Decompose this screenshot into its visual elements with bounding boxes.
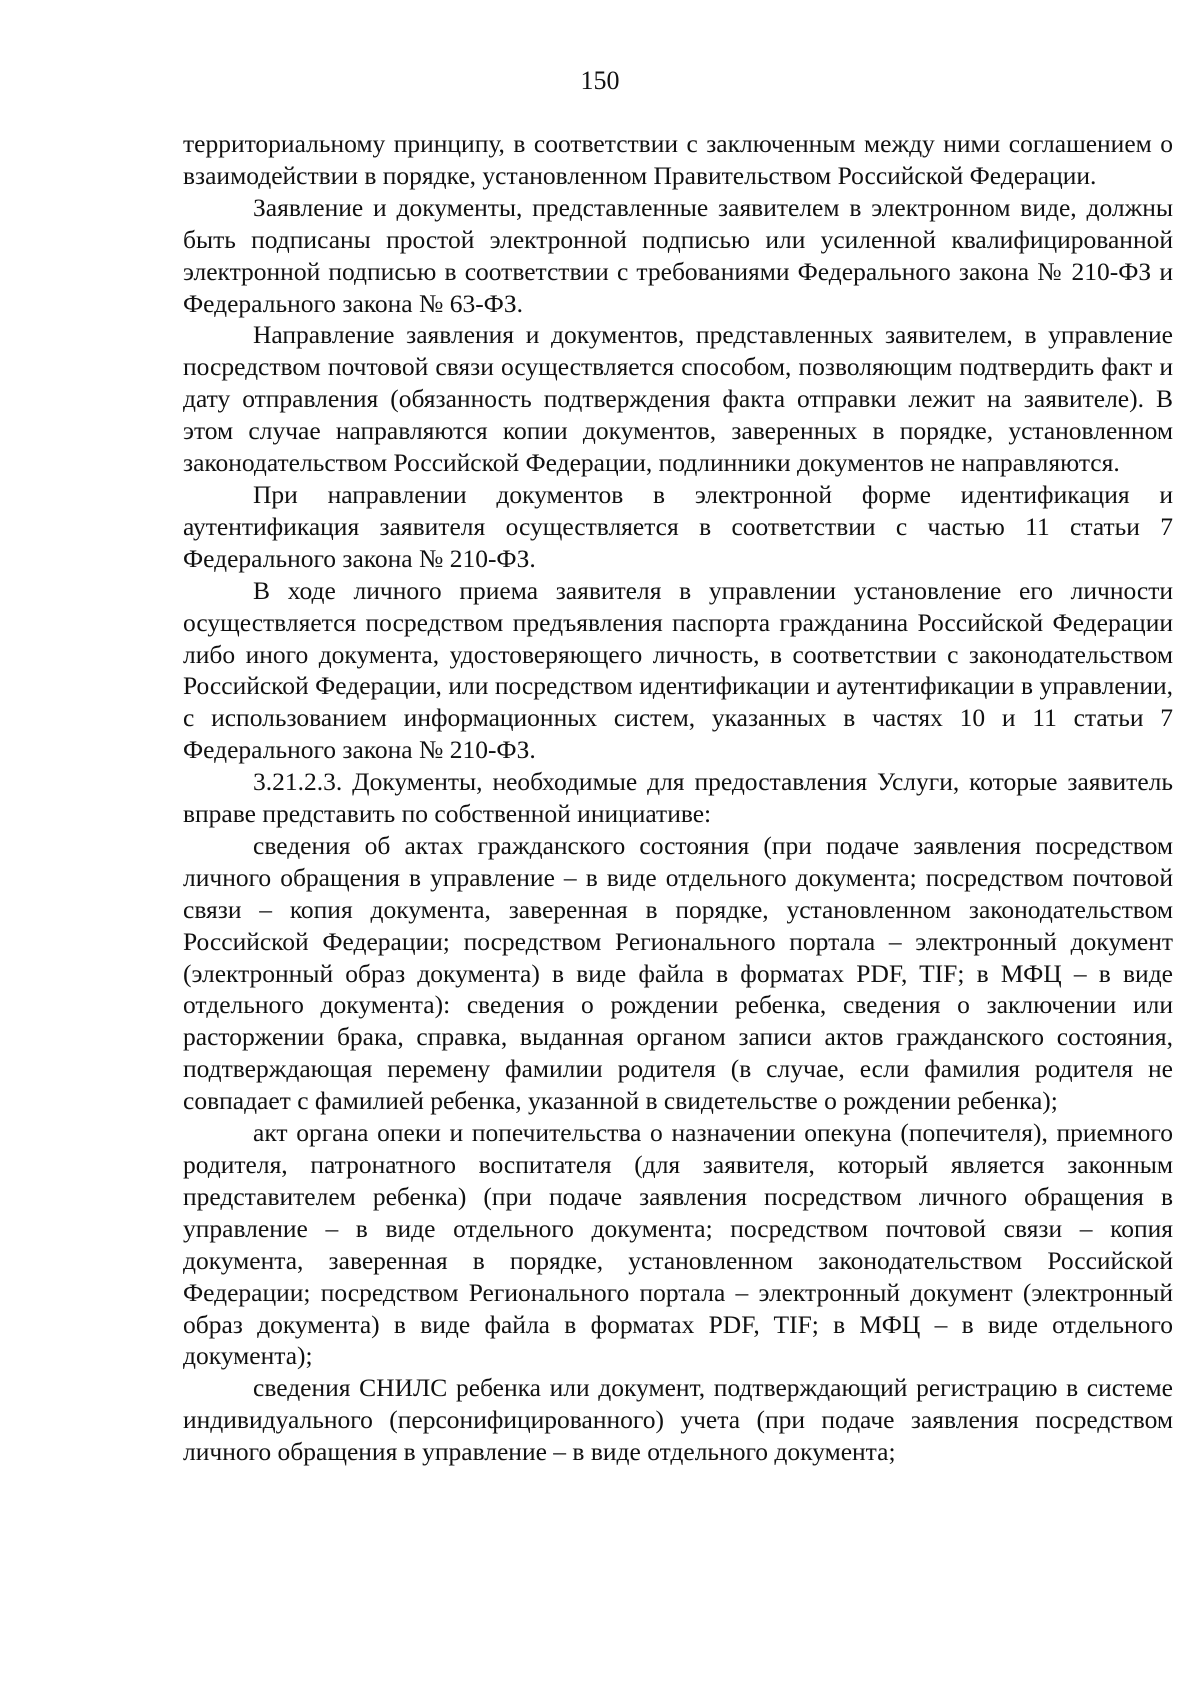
paragraph-continuation: территориальному принципу, в соответствии с заключенным между ними соглашением о взаимодействии в порядке, установленном Правительством Российской Федерации.: [183, 129, 1173, 190]
page-number: 150: [580, 66, 620, 95]
paragraph-personal-reception: В ходе личного приема заявителя в управлении установление его личности осуществляется посредством предъявления паспорта гражданина Российской Федерации либо иного документа, удостоверяющего личность, в соответствии с законодательством Российской Федерации, или посредством идентификации и аутентификации в управлении, с использованием информационных систем, указанных в частях 10 и 11 статьи 7 Федерального закона № 210-ФЗ.: [183, 575, 1173, 765]
body-text: [183, 128, 1173, 1468]
list-item-guardianship-act: акт органа опеки и попечительства о назначении опекуна (попечителя), приемного родителя, патронатного воспитателя (для заявителя, который является законным представителем ребенка) (при подаче заявления посредством личного обращения в управление – в виде отдельного документа; посредством почтовой связи – копия документа, заверенная в порядке, установленном законодательством Российской Федерации; посредством Регионального портала – электронный документ (электронный образ документа) в виде файла в форматах PDF, TIF; в МФЦ – в виде отдельного документа);: [183, 1118, 1173, 1371]
list-item-snils: сведения СНИЛС ребенка или документ, подтверждающий регистрацию в системе индивидуального (персонифицированного) учета (при подаче заявления посредством личного обращения в управление – в виде отдельного документа;: [183, 1373, 1173, 1467]
list-item-civil-status-records: сведения об актах гражданского состояния (при подаче заявления посредством личного обращения в управление – в виде отдельного документа; посредством почтовой связи – копия документа, заверенная в порядке, установленном законодательством Российской Федерации; посредством Регионального портала – электронный документ (электронный образ документа) в виде файла в форматах PDF, TIF; в МФЦ – в виде отдельного документа): сведения о рождении ребенка, сведения о заключении или расторжении брака, справка, выданная органом записи актов гражданского состояния, подтверждающая перемену фамилии родителя (в случае, если фамилия родителя не совпадает с фамилией ребенка, указанной в свидетельстве о рождении ребенка);: [183, 830, 1173, 1116]
paragraph-section-3-21-2-3: 3.21.2.3. Документы, необходимые для предоставления Услуги, которые заявитель вправе представить по собственной инициативе:: [183, 767, 1173, 829]
paragraph-postal-delivery: Направление заявления и документов, представленных заявителем, в управление посредством почтовой связи осуществляется способом, позволяющим подтвердить факт и дату отправления (обязанность подтверждения факта отправки лежит на заявителе). В этом случае направляются копии документов, заверенных в порядке, установленном законодательством Российской Федерации, подлинники документов не направляются.: [183, 320, 1173, 478]
paragraph-electronic-signature: Заявление и документы, представленные заявителем в электронном виде, должны быть подписаны простой электронной подписью или усиленной квалифицированной электронной подписью в соответствии с требованиями Федерального закона № 210-ФЗ и Федерального закона № 63-ФЗ.: [183, 192, 1173, 318]
paragraph-electronic-identification: При направлении документов в электронной форме идентификация и аутентификация заявителя осуществляется в соответствии с частью 11 статьи 7 Федерального закона № 210-ФЗ.: [183, 479, 1173, 573]
